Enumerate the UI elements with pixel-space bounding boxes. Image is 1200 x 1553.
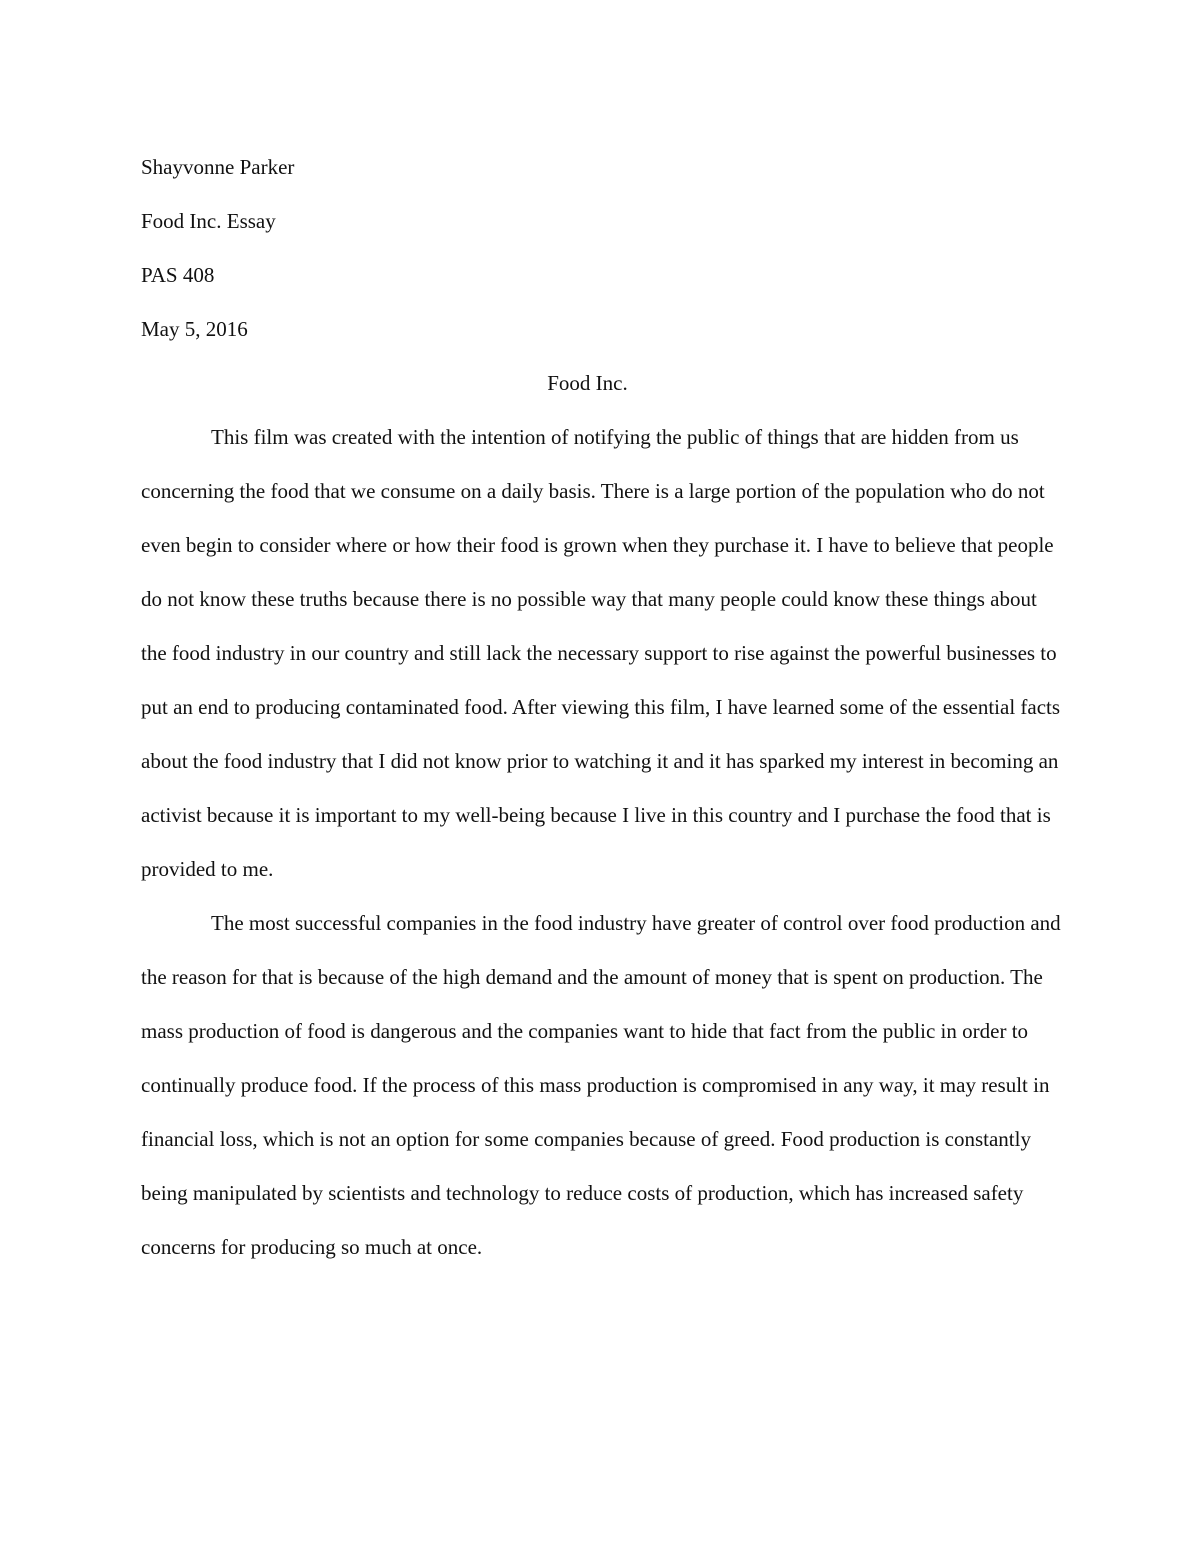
submission-date: May 5, 2016 [141, 317, 248, 341]
course-code: PAS 408 [141, 263, 215, 287]
document-body [141, 140, 1066, 1274]
essay-title: Food Inc. [547, 371, 628, 395]
assignment-title: Food Inc. Essay [141, 209, 276, 233]
essay-paragraph-2: The most successful companies in the food industry have greater of control over food production and the reason for that is because of the high demand and the amount of money that is spent on production. The mass production of food is dangerous and the companies want to hide that fact from the public in order to continually produce food. If the process of this mass production is compromised in any way, it may result in financial loss, which is not an option for some companies because of greed. Food production is constantly being manipulated by scientists and technology to reduce costs of production, which has increased safety concerns for producing so much at once. [141, 911, 1061, 1259]
essay-paragraph-1: This film was created with the intention of notifying the public of things that are hidden from us concerning the food that we consume on a daily basis. There is a large portion of the population who do not even begin to consider where or how their food is grown when they purchase it. I have to believe that people do not know these truths because there is no possible way that many people could know these things about the food industry in our country and still lack the necessary support to rise against the powerful businesses to put an end to producing contaminated food. After viewing this film, I have learned some of the essential facts about the food industry that I did not know prior to watching it and it has sparked my interest in becoming an activist because it is important to my well-being because I live in this country and I purchase the food that is provided to me. [141, 425, 1061, 881]
author-name: Shayvonne Parker [141, 155, 295, 179]
